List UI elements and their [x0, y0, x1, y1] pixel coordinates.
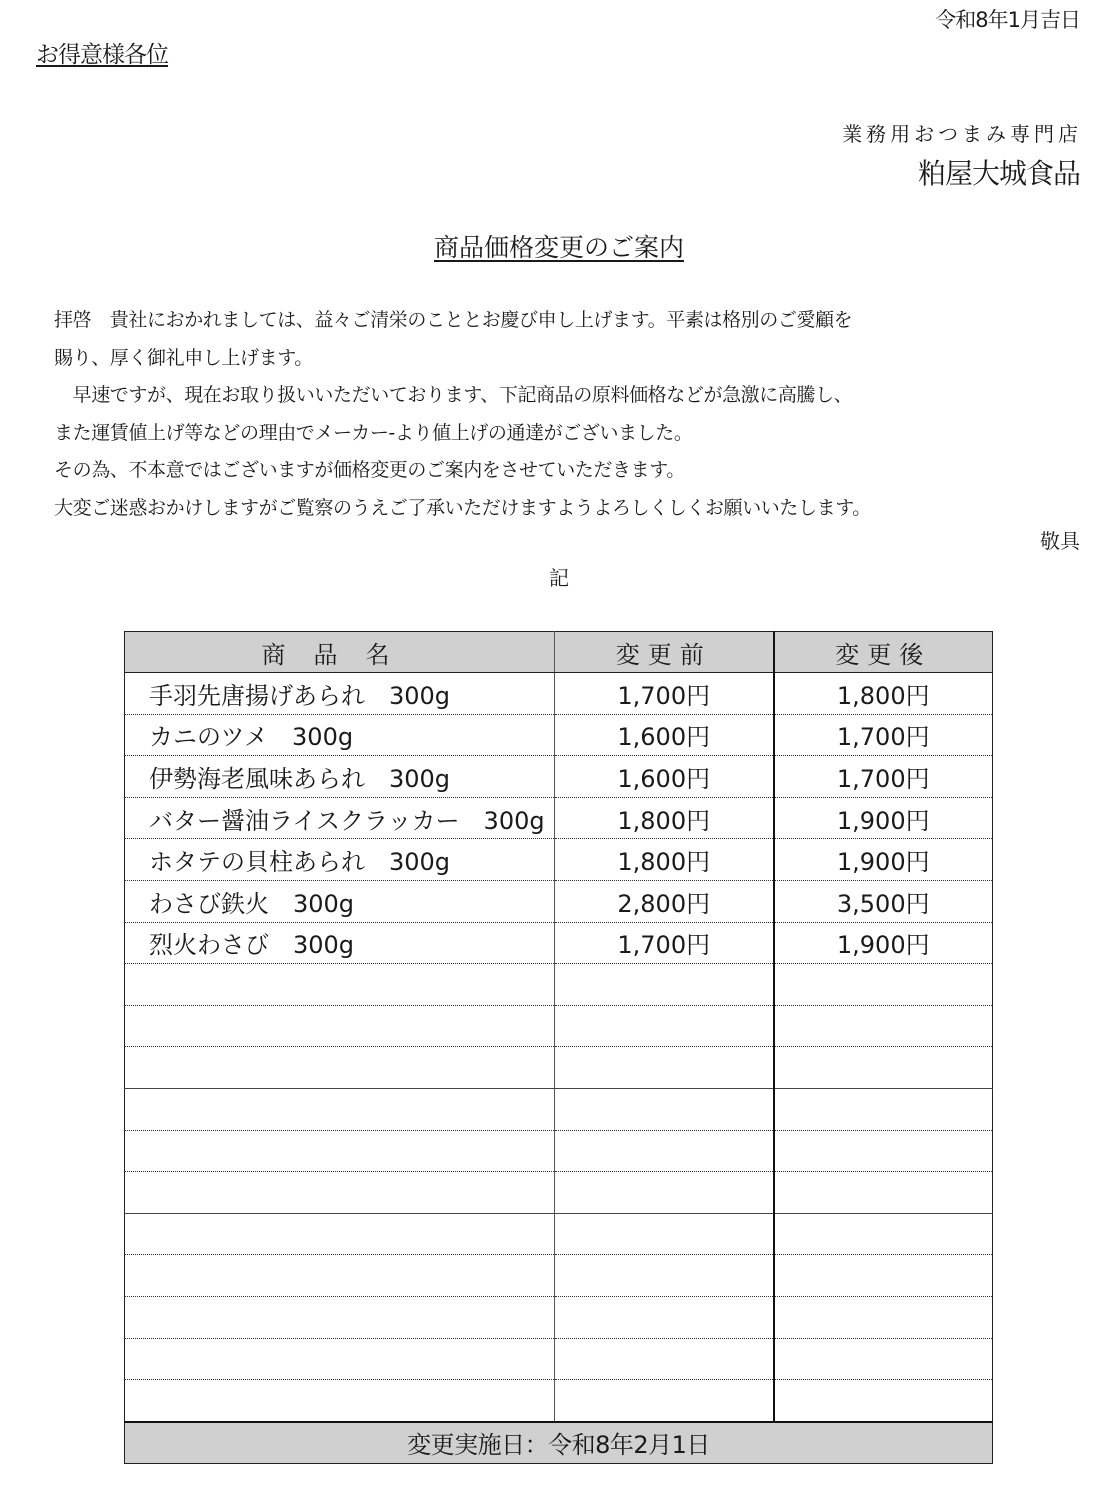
price-before-cell: 1,600円	[555, 714, 774, 756]
price-before-cell	[555, 1005, 774, 1047]
price-before-cell	[555, 1213, 774, 1255]
price-after-cell	[774, 1380, 993, 1422]
document-title-wrap	[0, 228, 1118, 264]
letter-body	[54, 302, 1054, 528]
product-name-cell	[125, 1172, 555, 1214]
product-name-cell	[125, 1005, 555, 1047]
table-row	[125, 1380, 993, 1422]
product-name-cell	[125, 1213, 555, 1255]
table-body	[125, 673, 993, 1422]
product-name-cell	[125, 1088, 555, 1130]
product-name-cell	[125, 1255, 555, 1297]
document-title: 商品価格変更のご案内	[433, 233, 684, 262]
price-before-cell	[555, 1338, 774, 1380]
price-before-cell	[555, 964, 774, 1006]
price-before-cell	[555, 1380, 774, 1422]
header-price-after: 変更後	[774, 632, 993, 673]
table-row	[125, 797, 993, 839]
product-name-cell: 烈火わさび 300g	[125, 922, 555, 964]
price-before-cell	[555, 1088, 774, 1130]
price-before-cell	[555, 1255, 774, 1297]
product-name-cell: バター醤油ライスクラッカー 300g	[125, 797, 555, 839]
table-row	[125, 964, 993, 1006]
price-before-cell	[555, 1172, 774, 1214]
price-after-cell: 3,500円	[774, 880, 993, 922]
product-name-cell: カニのツメ 300g	[125, 714, 555, 756]
price-after-cell: 1,700円	[774, 756, 993, 798]
product-name-cell	[125, 1130, 555, 1172]
price-before-cell	[555, 1130, 774, 1172]
price-table	[124, 631, 993, 1464]
table-row	[125, 1213, 993, 1255]
table-row	[125, 880, 993, 922]
price-after-cell: 1,700円	[774, 714, 993, 756]
document-date: 令和8年1月吉日	[935, 8, 1080, 32]
price-after-cell: 1,800円	[774, 673, 993, 715]
price-before-cell	[555, 1296, 774, 1338]
table-row	[125, 1255, 993, 1297]
price-before-cell: 1,800円	[555, 839, 774, 881]
product-name-cell: ホタテの貝柱あられ 300g	[125, 839, 555, 881]
table-header-row	[125, 632, 993, 673]
ki-marker: 記	[549, 566, 569, 590]
product-name-cell	[125, 964, 555, 1006]
header-product-name: 商品名	[125, 632, 555, 673]
price-after-cell: 1,900円	[774, 922, 993, 964]
price-after-cell	[774, 1213, 993, 1255]
product-name-cell: 伊勢海老風味あられ 300g	[125, 756, 555, 798]
product-name-cell	[125, 1296, 555, 1338]
addressee: お得意様各位	[36, 42, 168, 68]
table-row	[125, 714, 993, 756]
price-after-cell: 1,900円	[774, 797, 993, 839]
header-price-before: 変更前	[555, 632, 774, 673]
table-row	[125, 1130, 993, 1172]
product-name-cell	[125, 1047, 555, 1089]
price-before-cell: 2,800円	[555, 880, 774, 922]
table-row	[125, 1296, 993, 1338]
table-row	[125, 756, 993, 798]
price-before-cell: 1,600円	[555, 756, 774, 798]
price-before-cell: 1,800円	[555, 797, 774, 839]
price-after-cell	[774, 1005, 993, 1047]
price-after-cell	[774, 1338, 993, 1380]
price-after-cell	[774, 1172, 993, 1214]
price-before-cell: 1,700円	[555, 673, 774, 715]
company-name: 粕屋大城食品	[917, 157, 1080, 190]
product-name-cell: 手羽先唐揚げあられ 300g	[125, 673, 555, 715]
body-line: 早速ですが、現在お取り扱いいただいております、下記商品の原料価格などが急激に高騰し、	[54, 384, 853, 407]
price-after-cell	[774, 1255, 993, 1297]
effective-date: 変更実施日：令和8年2月1日	[125, 1422, 993, 1464]
body-line: その為、不本意ではございますが価格変更のご案内をさせていただきます。	[54, 459, 685, 482]
price-after-cell	[774, 1088, 993, 1130]
product-name-cell	[125, 1380, 555, 1422]
table-row	[125, 1005, 993, 1047]
price-after-cell: 1,900円	[774, 839, 993, 881]
table-row	[125, 839, 993, 881]
price-after-cell	[774, 964, 993, 1006]
closing-phrase: 敬具	[1040, 529, 1080, 553]
price-after-cell	[774, 1296, 993, 1338]
body-line: 拝啓 貴社におかれましては、益々ご清栄のこととお慶び申し上げます。平素は格別のご愛顧を	[54, 309, 853, 331]
price-after-cell	[774, 1130, 993, 1172]
table-footer-row	[125, 1422, 993, 1464]
price-before-cell	[555, 1047, 774, 1089]
price-after-cell	[774, 1047, 993, 1089]
table-row	[125, 1088, 993, 1130]
shop-type: 業務用おつまみ専門店	[842, 122, 1082, 146]
product-name-cell: わさび鉄火 300g	[125, 880, 555, 922]
table-row	[125, 1047, 993, 1089]
product-name-cell	[125, 1338, 555, 1380]
table-row	[125, 1338, 993, 1380]
body-line: 大変ご迷惑おかけしますがご覧察のうえご了承いただけますようよろしくしくお願いいたします。	[54, 496, 871, 519]
body-line: また運賃値上げ等などの理由でメーカー-より値上げの通達がございました。	[54, 421, 693, 444]
table-row	[125, 922, 993, 964]
price-before-cell: 1,700円	[555, 922, 774, 964]
table-row	[125, 1172, 993, 1214]
body-line: 賜り、厚く御礼申し上げます。	[54, 346, 313, 369]
table-row	[125, 673, 993, 715]
